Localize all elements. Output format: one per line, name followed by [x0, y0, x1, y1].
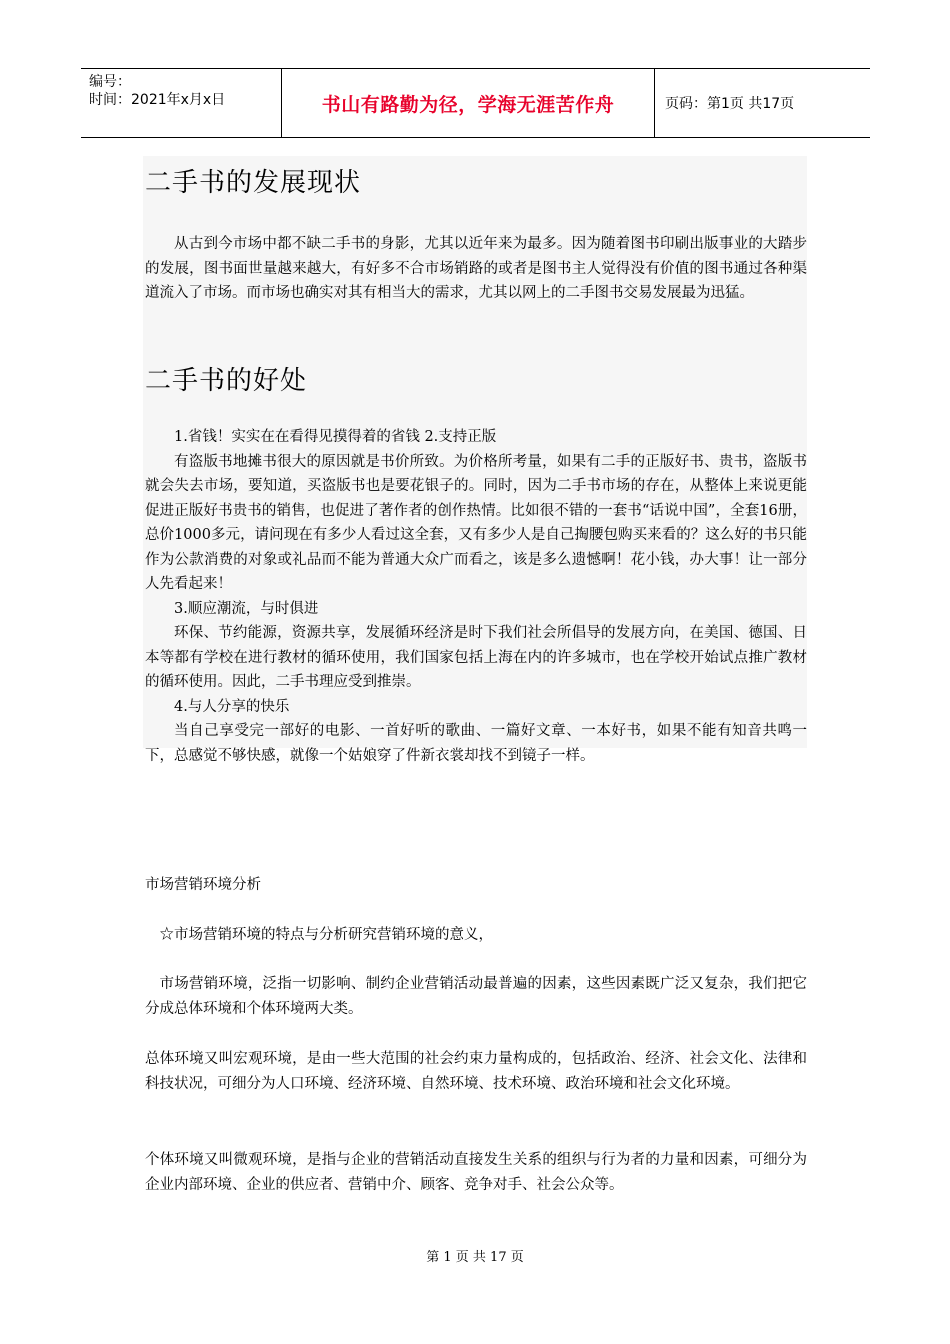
- list-item-3: 3.顺应潮流，与时俱进: [174, 600, 319, 617]
- paragraph: 个体环境又叫微观环境，是指与企业的营销活动直接发生关系的组织与行为者的力量和因素，可细分为企业内部环境、企业的供应者、营销中介、顾客、竞争对手、社会公众等。: [145, 1152, 807, 1193]
- marketing-subtitle-block: [145, 923, 807, 948]
- paragraph: 市场营销环境，泛指一切影响、制约企业营销活动最普遍的因素，这些因素既广泛又复杂，我们把它分成总体环境和个体环境两大类。: [145, 976, 807, 1017]
- paragraph: 有盗版书地摊书很大的原因就是书价所致。为价格所考量，如果有二手的正版好书、贵书，盗版书就会失去市场，要知道，买盗版书也是要花银子的。同时，因为二手书市场的存在，从整体上来说更能促进正版好书贵书的销售，也促进了著作者的创作热情。比如很不错的一套书“话说中国”，全套16册，总价1000多元，请问现在有多少人看过这全套，又有多少人是自己掏腰包购买来看的？这么好的书只能作为公款消费的对象或礼品而不能为普通大众广而看之，该是多么遗憾啊！花小钱，办大事！让一部分人先看起来！: [145, 453, 807, 592]
- list-item-1: 1.省钱！实实在在看得见摸得着的省钱 2.支持正版: [174, 429, 497, 445]
- section-title-marketing: 市场营销环境分析: [145, 877, 261, 893]
- marketing-para3-block: [145, 1148, 807, 1197]
- section-benefits: [145, 364, 807, 398]
- paragraph: 当自己享受完一部好的电影、一首好听的歌曲、一篇好文章、一本好书，如果不能有知音共鸣一下，总感觉不够快感，就像一个姑娘穿了件新衣裳却找不到镜子一样。: [145, 723, 807, 764]
- header-motto-cell: [281, 69, 655, 137]
- header-meta: [81, 69, 281, 137]
- paragraph: 总体环境又叫宏观环境，是由一些大范围的社会约束力量构成的，包括政治、经济、社会文化、法律和科技状况，可细分为人口环境、经济环境、自然环境、技术环境、政治环境和社会文化环境。: [145, 1051, 807, 1092]
- section-title-development: 二手书的发展现状: [145, 168, 362, 198]
- marketing-subtitle: ☆市场营销环境的特点与分析研究营销环境的意义，: [159, 927, 493, 943]
- page-header: [81, 68, 870, 138]
- section-title-benefits: 二手书的好处: [145, 366, 308, 396]
- marketing-para2-block: [145, 1047, 807, 1096]
- paragraph: 从古到今市场中都不缺二手书的身影，尤其以近年来为最多。因为随着图书印刷出版事业的大踏步的发展，图书面世量越来越大，有好多不合市场销路的或者是图书主人觉得没有价值的图书通过各种渠道流入了市场。而市场也确实对其有相当大的需求，尤其以网上的二手图书交易发展最为迅猛。: [145, 236, 807, 301]
- header-page-info: 页码：第1页 共17页: [665, 96, 795, 112]
- page-footer: 第 1 页 共 17 页: [426, 1250, 524, 1265]
- list-item-4: 4.与人分享的快乐: [174, 698, 290, 715]
- marketing-para1-block: [145, 972, 807, 1021]
- section-development-body: [145, 232, 807, 306]
- date-line: 时间：2021年x月x日: [89, 92, 226, 108]
- section-benefits-body: [145, 425, 807, 768]
- paragraph: 环保、节约能源，资源共享，发展循环经济是时下我们社会所倡导的发展方向，在美国、德国、日本等都有学校在进行教材的循环使用，我们国家包括上海在内的许多城市，也在学校开始试点推广教材的循环使用。因此，二手书理应受到推崇。: [145, 625, 807, 690]
- code-label: 编号：: [89, 74, 131, 90]
- section-development: [145, 166, 807, 200]
- header-motto: 书山有路勤为径，学海无涯苦作舟: [321, 93, 615, 116]
- section-marketing: [145, 873, 807, 898]
